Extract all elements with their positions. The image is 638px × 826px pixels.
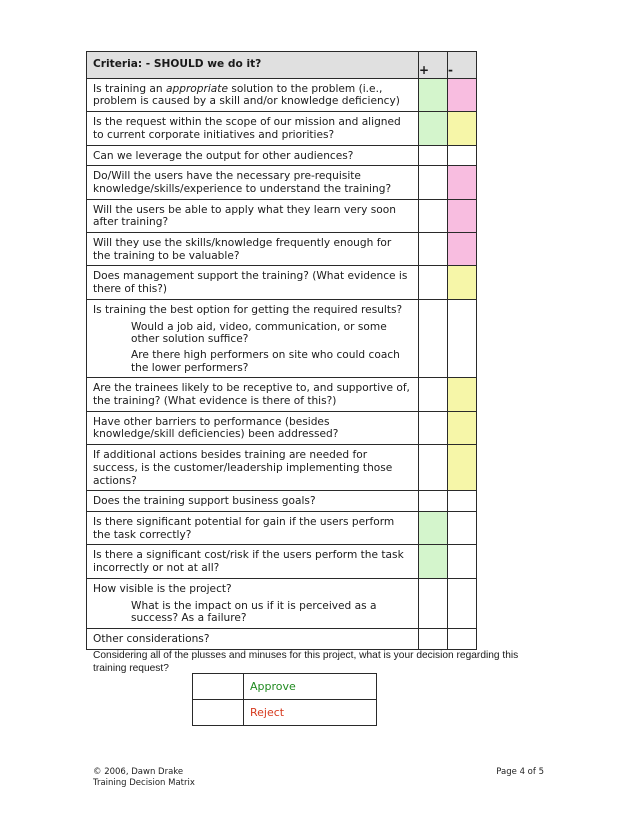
criteria-sub-question: What is the impact on us if it is perceived as a success? As a failure? [131,599,377,625]
criteria-sub-question: Are there high performers on site who could coach the lower performers? [131,348,400,374]
criteria-question: Do/Will the users have the necessary pre-requisite knowledge/skills/experience to understand the training? [93,170,392,195]
table-row [87,491,477,512]
criteria-text-cell [87,378,419,411]
table-row [87,628,477,649]
criteria-question: Is there a significant cost/risk if the users perform the task incorrectly or not at all? [93,549,404,575]
table-row [87,378,477,411]
decision-table [192,673,377,726]
criteria-question: Is the request within the scope of our mission and aligned to current corporate initiatives and priorities? [93,116,401,141]
plus-rating-cell[interactable] [419,445,448,491]
footer-copyright: © 2006, Dawn Drake [93,767,184,777]
reject-checkbox-cell[interactable] [193,700,244,726]
minus-rating-cell[interactable] [448,445,477,491]
minus-rating-cell[interactable] [448,266,477,299]
minus-rating-cell[interactable] [448,112,477,145]
criteria-text-cell [87,545,419,578]
plus-rating-cell[interactable] [419,112,448,145]
criteria-text-cell [87,628,419,649]
minus-header: - [448,52,477,79]
criteria-text-cell [87,145,419,166]
minus-rating-cell[interactable] [448,166,477,199]
criteria-text-cell [87,491,419,512]
minus-rating-cell[interactable] [448,545,477,578]
plus-rating-cell[interactable] [419,199,448,232]
table-row [87,299,477,378]
minus-rating-cell[interactable] [448,199,477,232]
plus-rating-cell[interactable] [419,491,448,512]
plus-rating-cell[interactable] [419,78,448,111]
criteria-question: Does the training support business goals? [93,495,316,508]
criteria-text-cell [87,266,419,299]
criteria-text-cell [87,578,419,628]
decision-row-approve [193,674,377,700]
table-row [87,199,477,232]
criteria-text-post: solution to the problem (i.e., problem is caused by a skill and/or knowledge deficiency) [93,82,400,108]
minus-rating-cell[interactable] [448,233,477,266]
criteria-question: Are the trainees likely to be receptive to, and supportive of, the training? (What evidence is there of this?) [93,382,410,408]
criteria-text-cell [87,511,419,544]
plus-rating-cell[interactable] [419,145,448,166]
criteria-text-cell [87,445,419,491]
criteria-text-cell [87,233,419,266]
criteria-body [87,78,477,649]
plus-header: + [419,52,448,79]
criteria-question: Is there significant potential for gain if the users perform the task correctly? [93,515,395,541]
reject-option: Reject [244,700,377,726]
criteria-text-cell [87,112,419,145]
criteria-question: How visible is the project? [93,582,232,595]
table-header-row [87,52,477,79]
decision-row-reject [193,700,377,726]
decision-question: Considering all of the plusses and minuses for this project, what is your decision regarding this training request? [93,650,519,674]
minus-rating-cell[interactable] [448,299,477,378]
table-row [87,145,477,166]
minus-rating-cell[interactable] [448,511,477,544]
table-row [87,511,477,544]
criteria-table [86,51,477,650]
approve-option: Approve [244,674,377,700]
minus-rating-cell[interactable] [448,145,477,166]
criteria-question [93,83,412,108]
plus-rating-cell[interactable] [419,378,448,411]
table-row [87,266,477,299]
plus-rating-cell[interactable] [419,411,448,444]
criteria-text-emphasis: appropriate [166,82,228,95]
plus-rating-cell[interactable] [419,299,448,378]
footer-page-number: Page 4 of 5 [496,767,544,777]
minus-rating-cell[interactable] [448,78,477,111]
criteria-header: Criteria: - SHOULD we do it? [87,52,419,79]
criteria-text-cell [87,78,419,111]
minus-rating-cell[interactable] [448,628,477,649]
plus-rating-cell[interactable] [419,578,448,628]
plus-rating-cell[interactable] [419,511,448,544]
table-row [87,233,477,266]
plus-rating-cell[interactable] [419,166,448,199]
approve-checkbox-cell[interactable] [193,674,244,700]
criteria-text-pre: Is training an [93,82,166,95]
minus-rating-cell[interactable] [448,411,477,444]
footer-doc-title: Training Decision Matrix [93,778,195,788]
criteria-question: Does management support the training? (What evidence is there of this?) [93,270,408,296]
table-row [87,112,477,145]
plus-rating-cell[interactable] [419,233,448,266]
minus-rating-cell[interactable] [448,578,477,628]
minus-rating-cell[interactable] [448,491,477,512]
criteria-question: Have other barriers to performance (besides knowledge/skill deficiencies) been addressed? [93,415,339,441]
criteria-question: Can we leverage the output for other audiences? [93,149,354,162]
criteria-question: Other considerations? [93,632,210,645]
criteria-question: Will the users be able to apply what they learn very soon after training? [93,203,396,229]
plus-rating-cell[interactable] [419,266,448,299]
criteria-text-cell [87,199,419,232]
footer-left [93,767,195,789]
table-row [87,545,477,578]
criteria-text-cell [87,299,419,378]
criteria-sub-question: Would a job aid, video, communication, or some other solution suffice? [131,320,387,346]
criteria-text-cell [87,166,419,199]
plus-rating-cell[interactable] [419,545,448,578]
table-row [87,445,477,491]
criteria-question: Is training the best option for getting the required results? [93,303,403,316]
criteria-question: If additional actions besides training are needed for success, is the customer/leadership implementing those actions? [93,449,393,487]
plus-rating-cell[interactable] [419,628,448,649]
minus-rating-cell[interactable] [448,378,477,411]
criteria-text-cell [87,411,419,444]
criteria-question: Will they use the skills/knowledge frequently enough for the training to be valuable? [93,237,392,262]
table-row [87,78,477,111]
table-row [87,166,477,199]
table-row [87,411,477,444]
table-row [87,578,477,628]
